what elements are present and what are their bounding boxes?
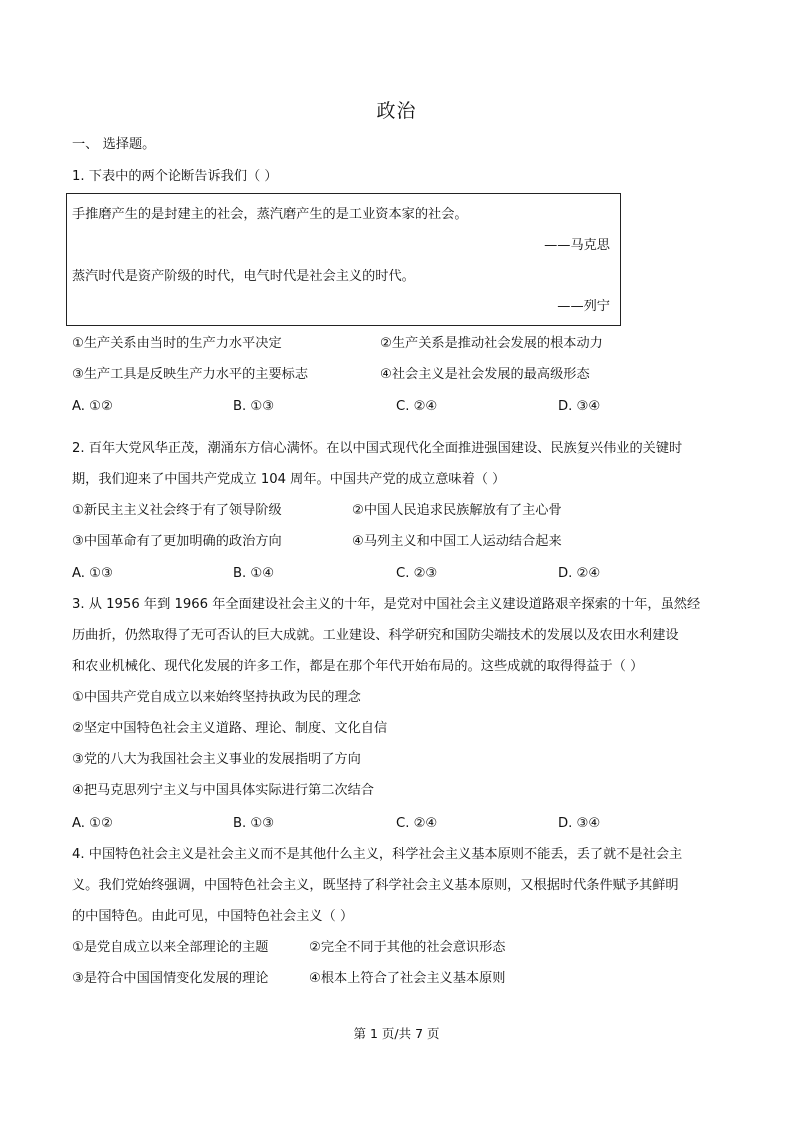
q1-author-2: ——列宁 <box>557 299 610 314</box>
q2-choice-b[interactable]: B. ①④ <box>233 566 275 581</box>
q4-stem-line-3: 的中国特色。由此可见，中国特色社会主义（ ） <box>72 909 354 924</box>
q2-stem-line-2: 期，我们迎来了中国共产党成立 104 周年。中国共产党的成立意味着（ ） <box>72 472 506 487</box>
q4-item-1: ①是党自成立以来全部理论的主题 <box>72 940 269 955</box>
q1-stem: 1. 下表中的两个论断告诉我们（ ） <box>72 169 278 184</box>
q1-choice-c[interactable]: C. ②④ <box>396 399 438 414</box>
q1-quote-2: 蒸汽时代是资产阶级的时代，电气时代是社会主义的时代。 <box>72 269 415 284</box>
q3-stem-line-2: 历曲折，仍然取得了无可否认的巨大成就。工业建设、科学研究和国防尖端技术的发展以及农田水利建设 <box>72 628 679 643</box>
page-title: 政治 <box>376 100 417 122</box>
q3-stem-line-1: 3. 从 1956 年到 1966 年全面建设社会主义的十年，是党对中国社会主义建设道路艰辛探索的十年，虽然经 <box>72 597 701 612</box>
q2-choice-a[interactable]: A. ①③ <box>72 566 113 581</box>
q2-item-4: ④马列主义和中国工人运动结合起来 <box>352 534 562 549</box>
q1-author-1: ——马克思 <box>544 238 610 253</box>
q2-item-2: ②中国人民追求民族解放有了主心骨 <box>352 503 562 518</box>
q2-item-3: ③中国革命有了更加明确的政治方向 <box>72 534 282 549</box>
q1-item-4: ④社会主义是社会发展的最高级形态 <box>380 367 590 382</box>
q2-stem-line-1: 2. 百年大党风华正茂，潮涌东方信心满怀。在以中国式现代化全面推进强国建设、民族复兴伟业的关键时 <box>72 441 683 456</box>
q3-item-3: ③党的八大为我国社会主义事业的发展指明了方向 <box>72 752 361 767</box>
q3-choice-c[interactable]: C. ②④ <box>396 816 438 831</box>
q3-choice-a[interactable]: A. ①② <box>72 816 113 831</box>
q3-choice-d[interactable]: D. ③④ <box>558 816 601 831</box>
q3-item-4: ④把马克思列宁主义与中国具体实际进行第二次结合 <box>72 783 374 798</box>
q3-choice-b[interactable]: B. ①③ <box>233 816 275 831</box>
q1-item-2: ②生产关系是推动社会发展的根本动力 <box>380 336 603 351</box>
q4-item-4: ④根本上符合了社会主义基本原则 <box>309 971 506 986</box>
q4-item-2: ②完全不同于其他的社会意识形态 <box>309 940 506 955</box>
q3-item-1: ①中国共产党自成立以来始终坚持执政为民的理念 <box>72 690 361 705</box>
section-heading: 一、 选择题。 <box>72 137 156 152</box>
q1-choice-a[interactable]: A. ①② <box>72 399 113 414</box>
q4-stem-line-1: 4. 中国特色社会主义是社会主义而不是其他什么主义，科学社会主义基本原则不能丢，丢了就不是社会主 <box>72 847 683 862</box>
q4-item-3: ③是符合中国国情变化发展的理论 <box>72 971 269 986</box>
q2-item-1: ①新民主主义社会终于有了领导阶级 <box>72 503 282 518</box>
q1-item-1: ①生产关系由当时的生产力水平决定 <box>72 336 282 351</box>
page-footer: 第 1 页/共 7 页 <box>353 1026 440 1041</box>
q2-choice-d[interactable]: D. ②④ <box>558 566 601 581</box>
q2-choice-c[interactable]: C. ②③ <box>396 566 438 581</box>
q1-quote-box <box>66 193 621 326</box>
q3-item-2: ②坚定中国特色社会主义道路、理论、制度、文化自信 <box>72 721 388 736</box>
q1-choice-d[interactable]: D. ③④ <box>558 399 601 414</box>
q1-quote-1: 手推磨产生的是封建主的社会，蒸汽磨产生的是工业资本家的社会。 <box>72 207 468 222</box>
q1-item-3: ③生产工具是反映生产力水平的主要标志 <box>72 367 309 382</box>
q1-choice-b[interactable]: B. ①③ <box>233 399 275 414</box>
q4-stem-line-2: 义。我们党始终强调，中国特色社会主义，既坚持了科学社会主义基本原则，又根据时代条件赋予其鲜明 <box>72 878 679 893</box>
q3-stem-line-3: 和农业机械化、现代化发展的许多工作，都是在那个年代开始布局的。这些成就的取得得益于（ ） <box>72 659 644 674</box>
